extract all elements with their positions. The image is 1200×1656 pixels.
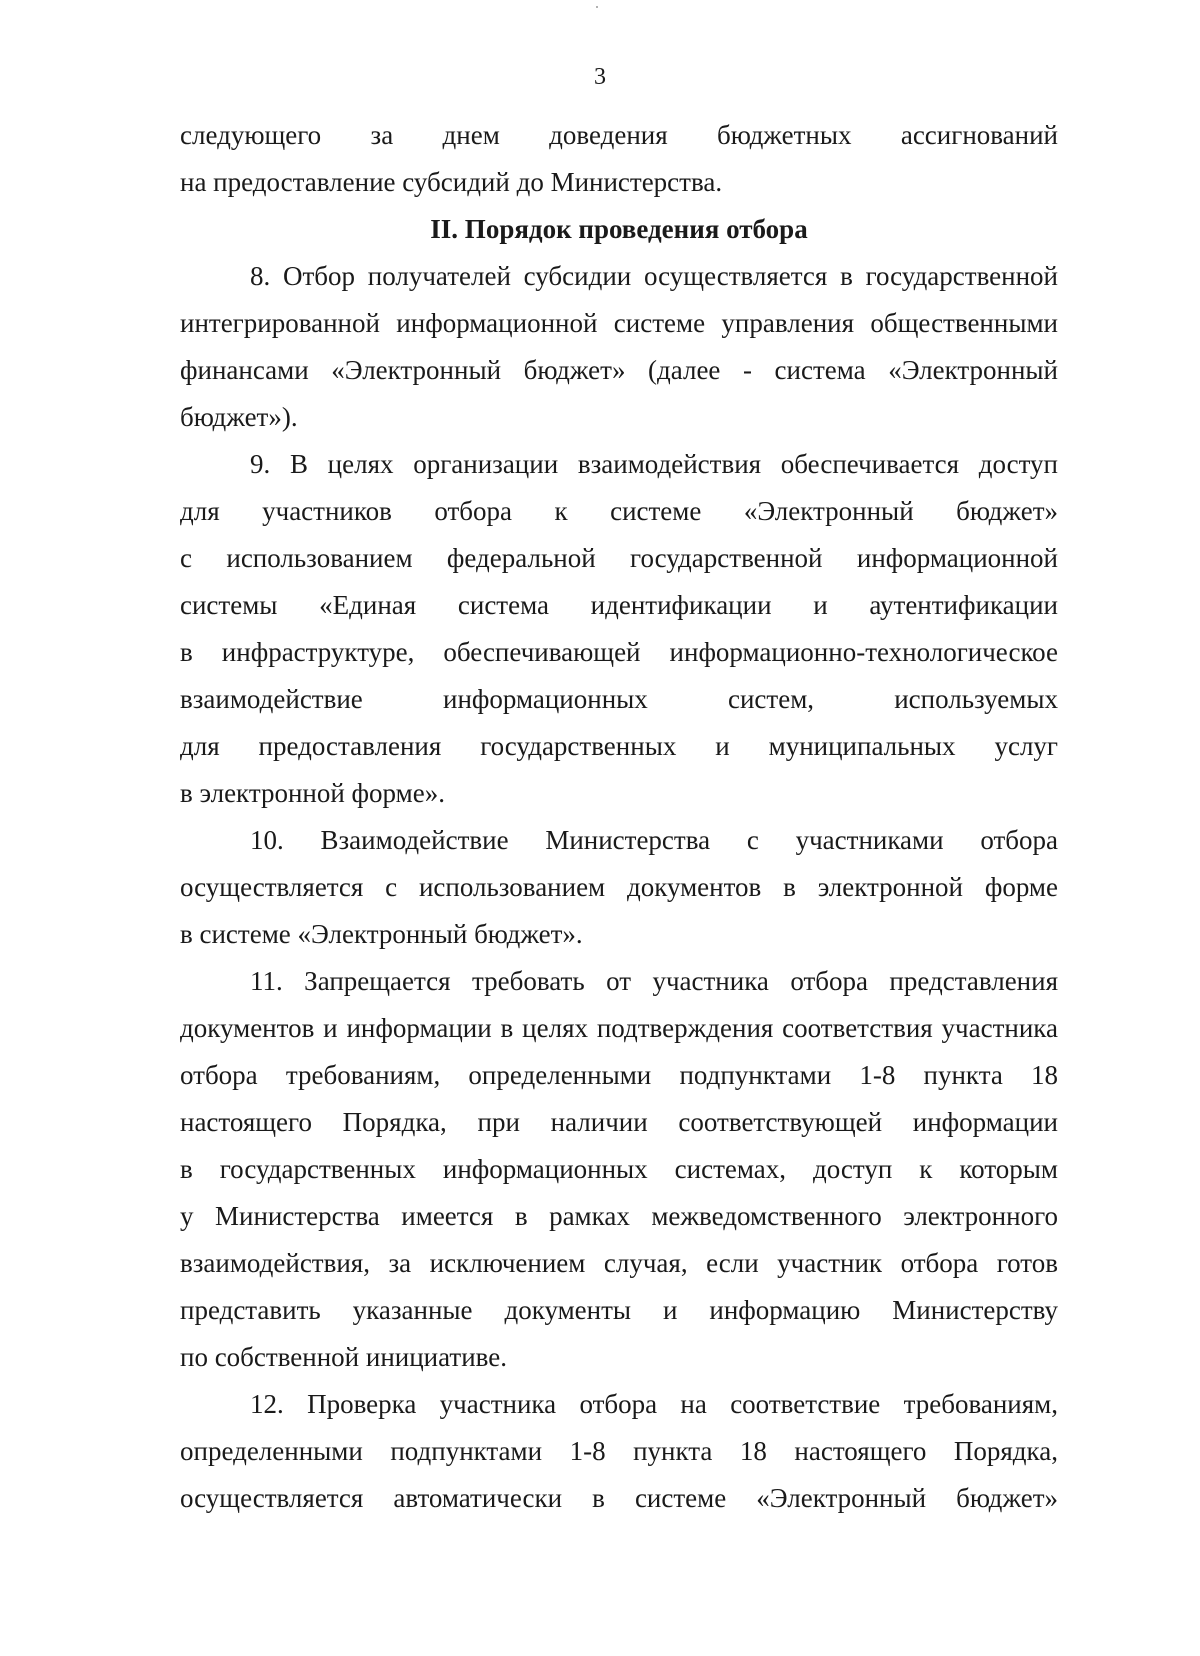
text-line: документов и информации в целях подтверждения соответствия участника — [180, 1013, 1058, 1043]
text-line: представить указанные документы и информацию Министерству — [180, 1295, 1058, 1325]
text-line: осуществляется с использованием документов в электронной форме — [180, 872, 1058, 902]
paragraph-first-line: 9. В целях организации взаимодействия обеспечивается доступ — [250, 449, 1058, 479]
document-body — [180, 112, 1058, 1522]
text-line: по собственной инициативе. — [180, 1342, 507, 1372]
text-line: в государственных информационных системах, доступ к которым — [180, 1154, 1058, 1184]
text-line: финансами «Электронный бюджет» (далее - система «Электронный — [180, 355, 1058, 385]
text-line: для предоставления государственных и муниципальных услуг — [180, 731, 1058, 761]
text-line: в электронной форме». — [180, 778, 445, 808]
text-line: взаимодействие информационных систем, используемых — [180, 684, 1058, 714]
section-heading: II. Порядок проведения отбора — [430, 214, 808, 244]
text-line: у Министерства имеется в рамках межведомственного электронного — [180, 1201, 1058, 1231]
page-number: 3 — [594, 64, 606, 90]
scan-artifact-dot — [596, 6, 598, 8]
text-line: с использованием федеральной государственной информационной — [180, 543, 1058, 573]
text-line: определенными подпунктами 1-8 пункта 18 настоящего Порядка, — [180, 1436, 1058, 1466]
text-line: настоящего Порядка, при наличии соответствующей информации — [180, 1107, 1058, 1137]
text-line: осуществляется автоматически в системе «Электронный бюджет» — [180, 1483, 1058, 1513]
text-line: взаимодействия, за исключением случая, если участник отбора готов — [180, 1248, 1058, 1278]
text-line: следующего за днем доведения бюджетных ассигнований — [180, 120, 1058, 150]
text-line: для участников отбора к системе «Электронный бюджет» — [180, 496, 1058, 526]
text-line: интегрированной информационной системе управления общественными — [180, 308, 1058, 338]
paragraph-first-line: 11. Запрещается требовать от участника отбора представления — [250, 966, 1058, 996]
paragraph-first-line: 8. Отбор получателей субсидии осуществляется в государственной — [250, 261, 1058, 291]
text-line: на предоставление субсидий до Министерства. — [180, 167, 723, 197]
text-line: в системе «Электронный бюджет». — [180, 919, 583, 949]
paragraph-first-line: 12. Проверка участника отбора на соответствие требованиям, — [250, 1389, 1058, 1419]
paragraph-first-line: 10. Взаимодействие Министерства с участниками отбора — [250, 825, 1058, 855]
text-line: в инфраструктуре, обеспечивающей информационно-технологическое — [180, 637, 1058, 667]
text-line: системы «Единая система идентификации и аутентификации — [180, 590, 1058, 620]
text-line: отбора требованиям, определенными подпунктами 1-8 пункта 18 — [180, 1060, 1058, 1090]
text-line: бюджет»). — [180, 402, 298, 432]
